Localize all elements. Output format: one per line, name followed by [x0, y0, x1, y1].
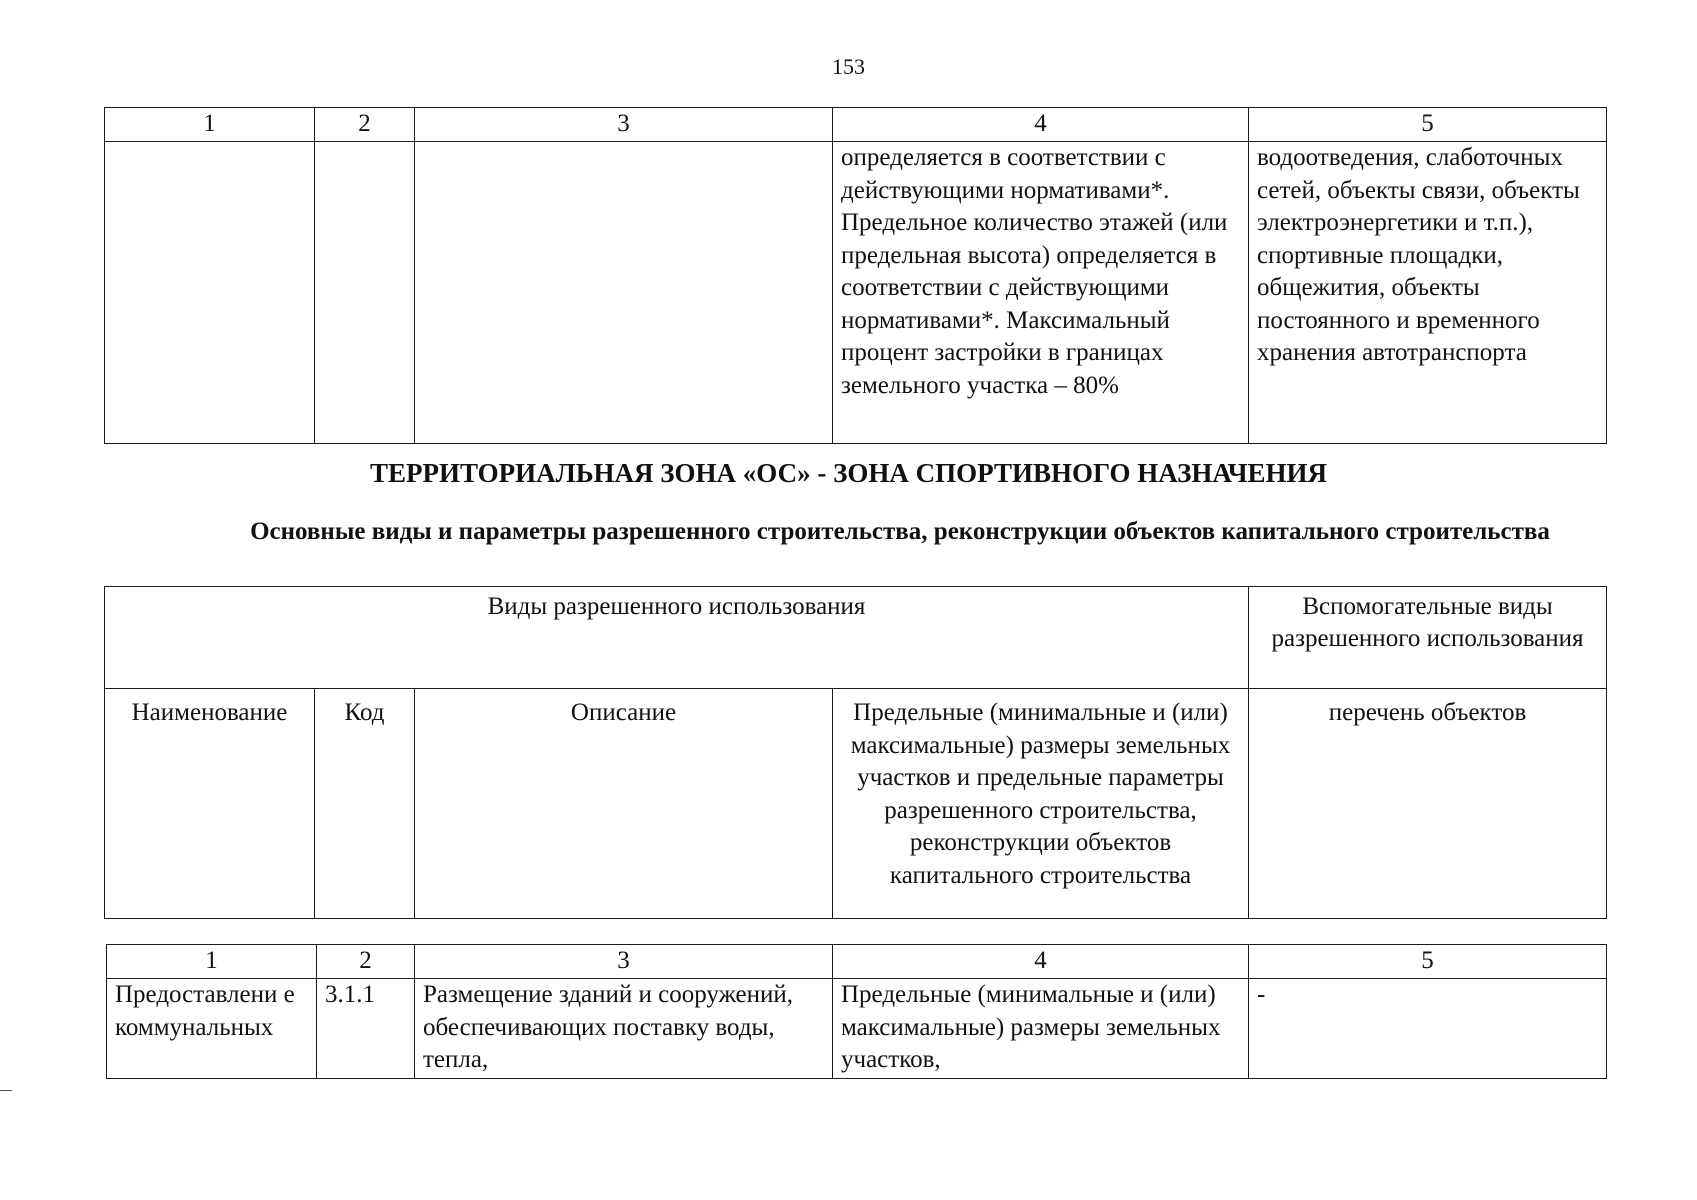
- column-number-5: 5: [1249, 108, 1607, 142]
- use-limits-cell: Предельные (минимальные и (или) максимальные) размеры земельных участков,: [833, 979, 1249, 1079]
- header-row-columns: [105, 689, 1607, 919]
- header-table: [104, 586, 1607, 919]
- objects-cell: водоотведения, слаботочных сетей, объекты связи, объекты электроэнергетики и т.п.), спортивные площадки, общежития, объекты постоянного и временного хранения автотранспорта: [1249, 142, 1607, 444]
- column-number-1: 1: [105, 108, 315, 142]
- column-number-4: 4: [833, 945, 1249, 979]
- empty-cell: [415, 142, 833, 444]
- zone-title: ТЕРРИТОРИАЛЬНАЯ ЗОНА «ОС» - ЗОНА СПОРТИВНОГО НАЗНАЧЕНИЯ: [369, 458, 1328, 488]
- margin-mark: [0, 1090, 12, 1091]
- column-number-row: [105, 108, 1607, 142]
- continuation-table: [104, 107, 1607, 444]
- table-row: [107, 979, 1607, 1079]
- empty-cell: [105, 142, 315, 444]
- column-name-header: Наименование: [105, 689, 315, 919]
- use-name-cell: Предоставлени е коммунальных: [107, 979, 317, 1079]
- column-code-header: Код: [315, 689, 415, 919]
- section-subtitle: Основные виды и параметры разрешенного строительства, реконструкции объектов капитального строительства: [250, 518, 1550, 545]
- column-number-row: [107, 945, 1607, 979]
- column-number-5: 5: [1249, 945, 1607, 979]
- use-description-cell: Размещение зданий и сооружений, обеспечивающих поставку воды, тепла,: [415, 979, 833, 1079]
- empty-cell: [315, 142, 415, 444]
- column-number-4: 4: [833, 108, 1249, 142]
- page-number: 153: [832, 54, 865, 79]
- column-number-3: 3: [415, 945, 833, 979]
- column-number-2: 2: [317, 945, 415, 979]
- use-code-cell: 3.1.1: [317, 979, 415, 1079]
- main-header: Виды разрешенного использования: [105, 587, 1249, 689]
- limits-cell: определяется в соответствии с действующими нормативами*. Предельное количество этажей (или предельная высота) определяется в соответствии с действующими нормативами*. Максимальный процент застройки в границах земельного участка – 80%: [833, 142, 1249, 444]
- column-number-1: 1: [107, 945, 317, 979]
- use-objects-cell: -: [1249, 979, 1607, 1079]
- table-row: [105, 142, 1607, 444]
- column-objects-header: перечень объектов: [1249, 689, 1607, 919]
- header-row-top: [105, 587, 1607, 689]
- column-number-2: 2: [315, 108, 415, 142]
- column-number-3: 3: [415, 108, 833, 142]
- aux-header: Вспомогательные виды разрешенного использования: [1249, 587, 1607, 689]
- data-table: [106, 944, 1607, 1079]
- column-limits-header: Предельные (минимальные и (или) максимальные) размеры земельных участков и предельные параметры разрешенного строительства, реконструкции объектов капитального строительства: [833, 689, 1249, 919]
- column-description-header: Описание: [415, 689, 833, 919]
